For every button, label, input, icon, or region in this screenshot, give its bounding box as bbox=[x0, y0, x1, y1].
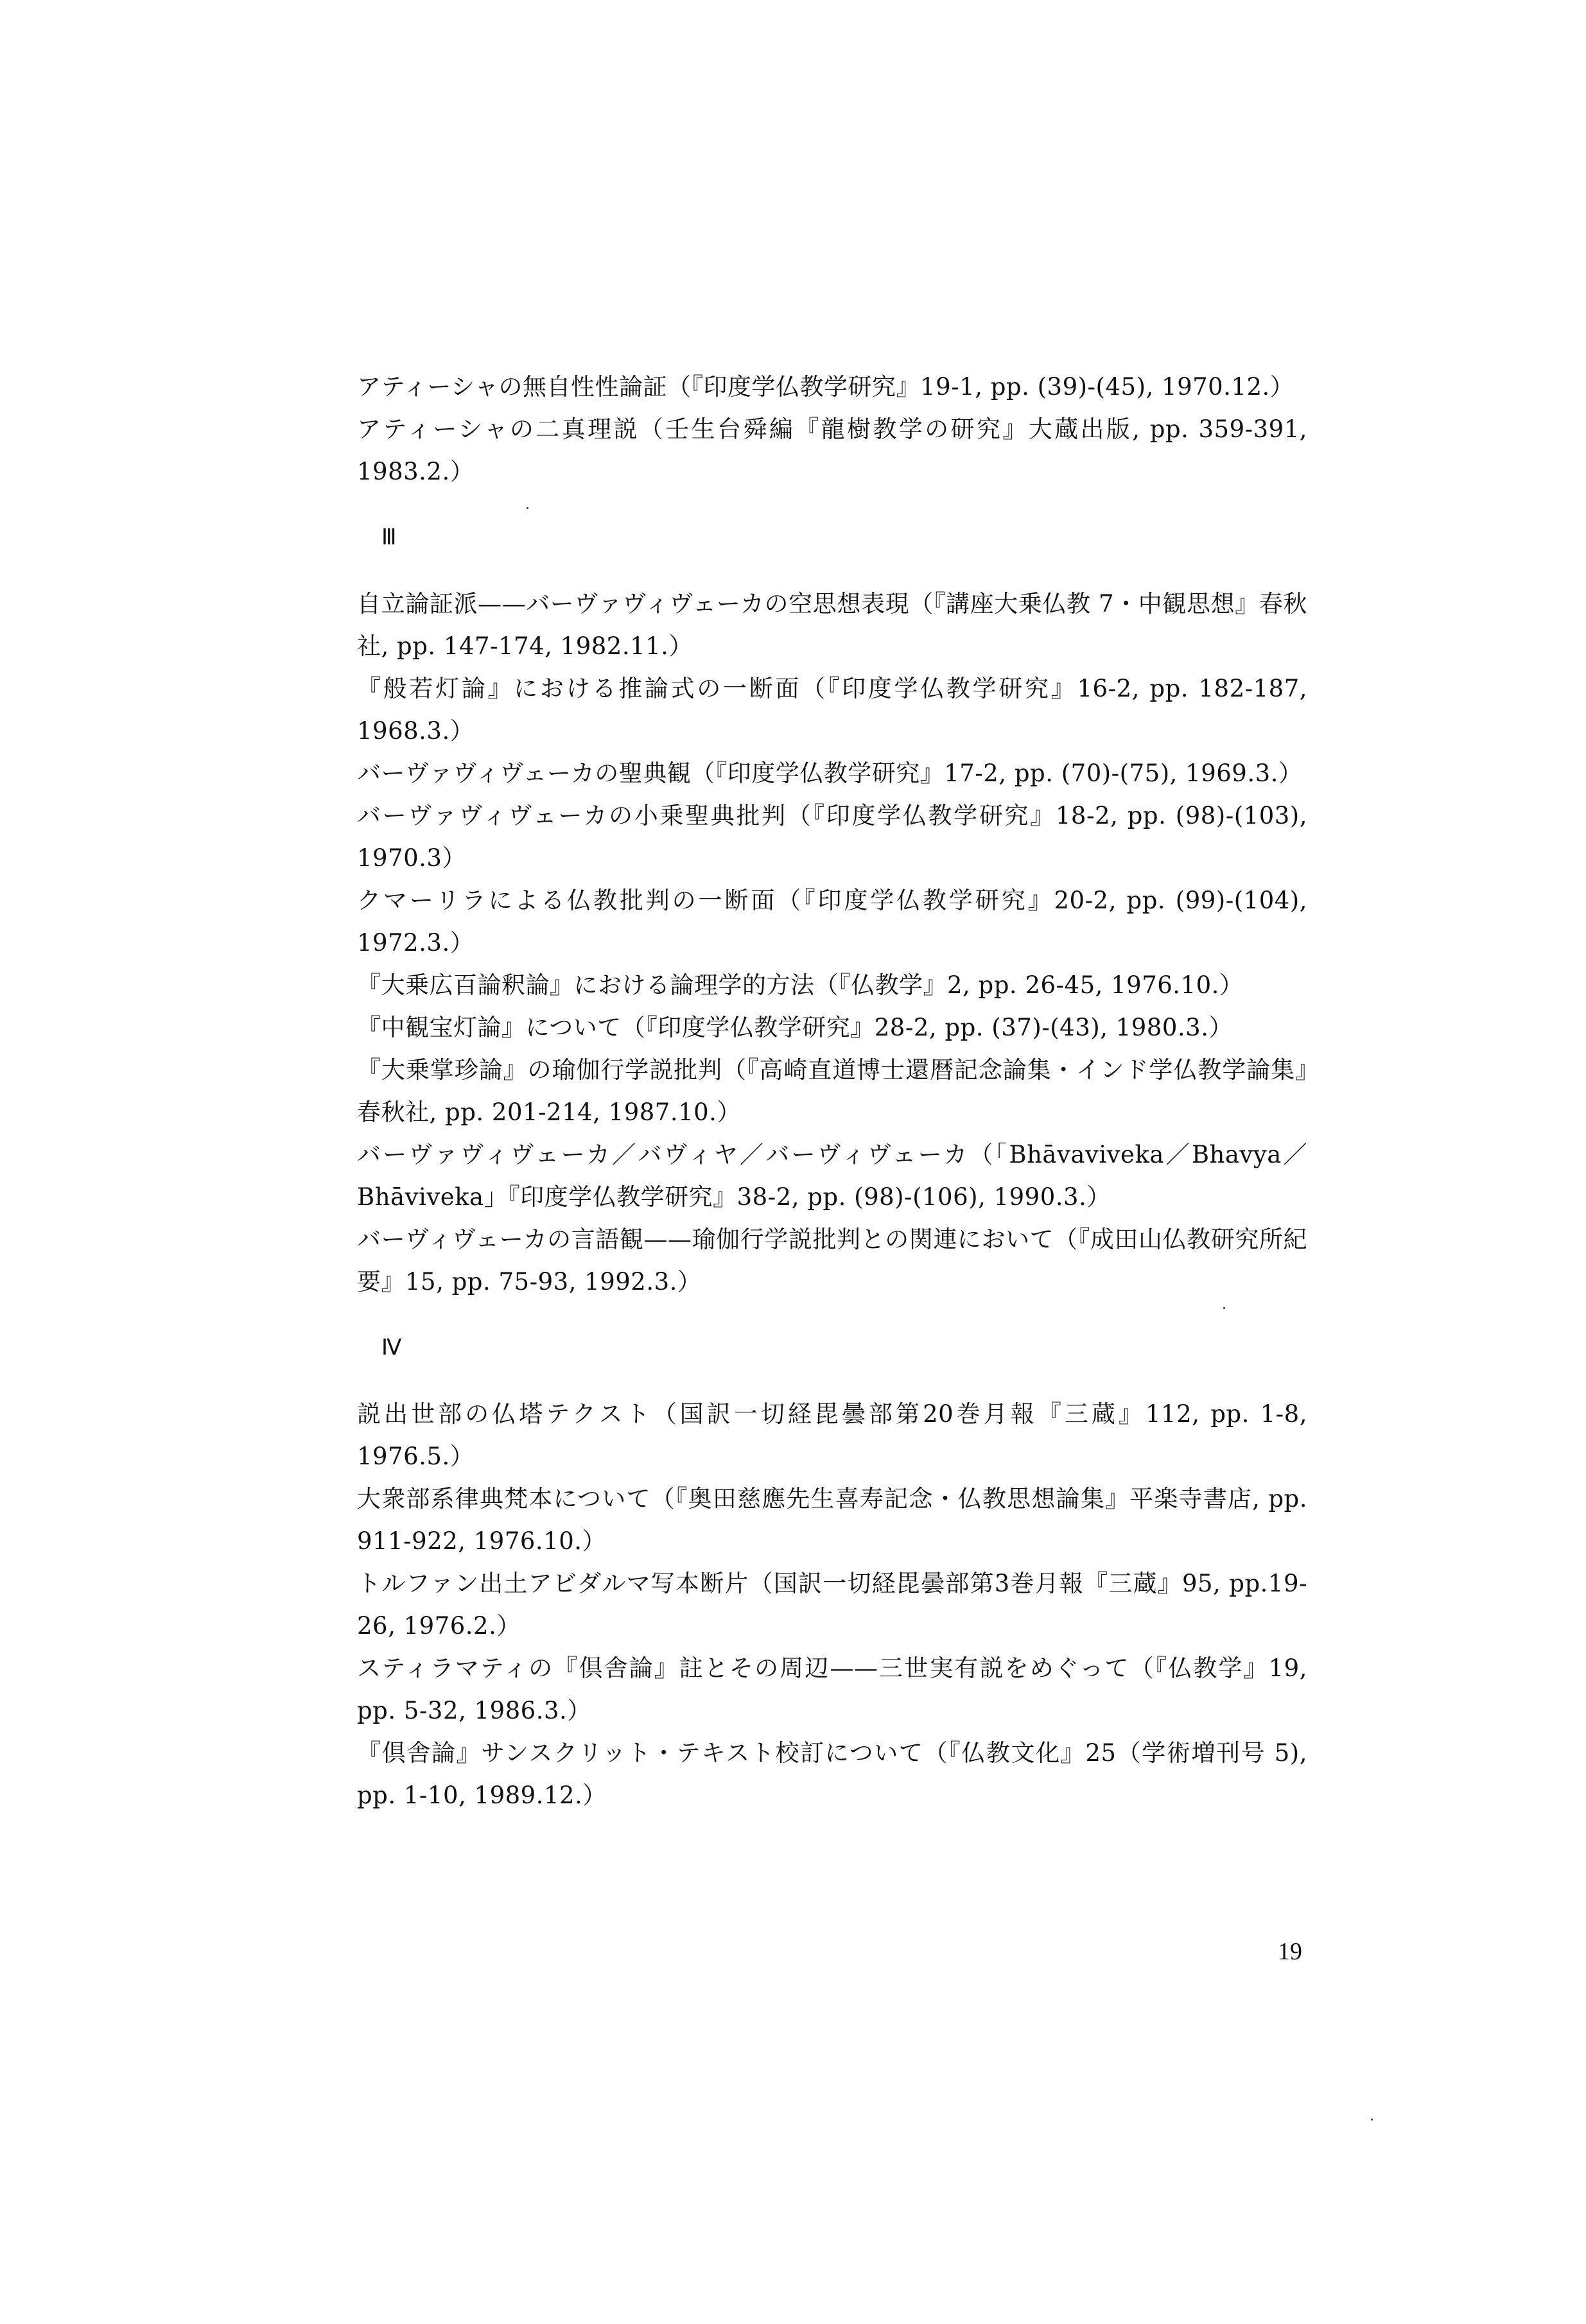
bibliography-entry: 『倶舎論』サンスクリット・テキスト校訂について（『仏教文化』25（学術増刊号 5), pp. 1-10, 1989.12.） bbox=[357, 1739, 1307, 1809]
bibliography-entry: 『中観宝灯論』について（『印度学仏教学研究』28-2, pp. (37)-(43), 1980.3.） bbox=[357, 1014, 1233, 1041]
bibliography-entry: アティーシャの二真理説（壬生台舜編『龍樹教学の研究』大蔵出版, pp. 359-391, 1983.2.） bbox=[357, 415, 1307, 485]
bibliography-entry: 説出世部の仏塔テクスト（国訳一切経毘曇部第20巻月報『三蔵』112, pp. 1-8, 1976.5.） bbox=[357, 1400, 1307, 1470]
bibliography-entry: スティラマティの『倶舎論』註とその周辺——三世実有説をめぐって（『仏教学』19, pp. 5-32, 1986.3.） bbox=[357, 1654, 1307, 1724]
bibliography-entry: トルファン出土アビダルマ写本断片（国訳一切経毘曇部第3巻月報『三蔵』95, pp.19-26, 1976.2.） bbox=[357, 1570, 1307, 1640]
bibliography-entry: 自立論証派——バーヴァヴィヴェーカの空思想表現（『講座大乗仏教 7・中観思想』春秋社, pp. 147-174, 1982.11.） bbox=[357, 590, 1307, 660]
section-ii-continued bbox=[357, 366, 1307, 493]
bibliography-entry: バーヴァヴィヴェーカ／バヴィヤ／バーヴィヴェーカ（「Bhāvaviveka／Bhavya／Bhāviveka」『印度学仏教学研究』38-2, pp. (98)-(106), 1990.3.） bbox=[357, 1141, 1307, 1211]
bibliography-entry: アティーシャの無自性性論証（『印度学仏教学研究』19-1, pp. (39)-(45), 1970.12.） bbox=[357, 373, 1294, 401]
bibliography-list bbox=[357, 366, 1307, 1817]
bibliography-entry: クマーリラによる仏教批判の一断面（『印度学仏教学研究』20-2, pp. (99)-(104), 1972.3.） bbox=[357, 887, 1307, 957]
bibliography-entry: バーヴァヴィヴェーカの小乗聖典批判（『印度学仏教学研究』18-2, pp. (98)-(103), 1970.3） bbox=[357, 802, 1307, 872]
scan-speck bbox=[527, 507, 528, 509]
section-iv bbox=[357, 1329, 1307, 1817]
section-iii bbox=[357, 519, 1307, 1303]
bibliography-entry: バーヴァヴィヴェーカの聖典観（『印度学仏教学研究』17-2, pp. (70)-(75), 1969.3.） bbox=[357, 759, 1303, 787]
bibliography-entry: 『大乗掌珍論』の瑜伽行学説批判（『高崎直道博士還暦記念論集・インド学仏教学論集』春秋社, pp. 201-214, 1987.10.） bbox=[357, 1056, 1307, 1126]
page-number: 19 bbox=[1278, 1938, 1302, 1965]
bibliography-entry: 『般若灯論』における推論式の一断面（『印度学仏教学研究』16-2, pp. 182-187, 1968.3.） bbox=[357, 675, 1307, 745]
bibliography-entry: 『大乗広百論釈論』における論理学的方法（『仏教学』2, pp. 26-45, 1976.10.） bbox=[357, 971, 1244, 999]
bibliography-entry: 大衆部系律典梵本について（『奥田慈應先生喜寿記念・仏教思想論集』平楽寺書店, pp. 911-922, 1976.10.） bbox=[357, 1485, 1307, 1555]
section-heading-iv: Ⅳ bbox=[381, 1336, 402, 1360]
scan-speck bbox=[1371, 2119, 1373, 2120]
bibliography-entry: バーヴィヴェーカの言語観——瑜伽行学説批判との関連において（『成田山仏教研究所紀要』15, pp. 75-93, 1992.3.） bbox=[357, 1226, 1307, 1296]
section-heading-iii: Ⅲ bbox=[381, 526, 397, 550]
scan-speck bbox=[1223, 1307, 1225, 1309]
